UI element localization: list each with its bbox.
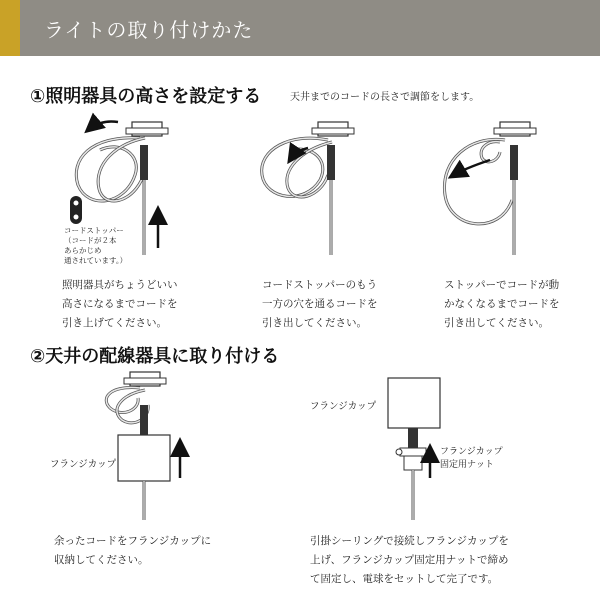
step1-heading: ①照明器具の高さを設定する	[30, 86, 262, 107]
page-title: ライトの取り付けかた	[44, 18, 254, 42]
step2-caption-1: 余ったコードをフランジカップに 収納してください。	[54, 535, 212, 566]
flange-cup-mounted	[388, 378, 440, 428]
diagram-step2-a	[106, 372, 180, 520]
cord-stopper-icon	[70, 196, 82, 224]
step1-caption-1: 照明器具がちょうどいい 高さになるまでコードを 引き上げてください。	[62, 279, 178, 329]
step1-caption-3: ストッパーでコードが動 かなくなるまでコードを 引き出してください。	[444, 279, 560, 329]
diagram-step1-b	[262, 122, 354, 255]
step2-heading: ②天井の配線器具に取り付ける	[30, 346, 280, 367]
diagram-step2-b	[388, 378, 440, 520]
cord-stopper-label: コードストッパー （コードが２本 あらかじめ 通されています。）	[64, 226, 128, 265]
step1-note: 天井までのコードの長さで調節をします。	[290, 92, 480, 103]
step2-caption-2: 引掛シーリングで接続しフランジカップを 上げ、フランジカップ固定用ナットで締め て固定し、電球をセットして完了です。	[310, 535, 509, 585]
diagram-step1-c	[444, 122, 536, 255]
flange-cup-label: フランジカップ	[50, 459, 117, 470]
step1-caption-2: コードストッパーのもう 一方の穴を通るコードを 引き出してください。	[262, 279, 378, 329]
flange-nut-label: フランジカップ 固定用ナット	[440, 447, 503, 470]
flange-cup-label-right: フランジカップ	[310, 401, 377, 412]
flange-cup	[118, 435, 170, 481]
